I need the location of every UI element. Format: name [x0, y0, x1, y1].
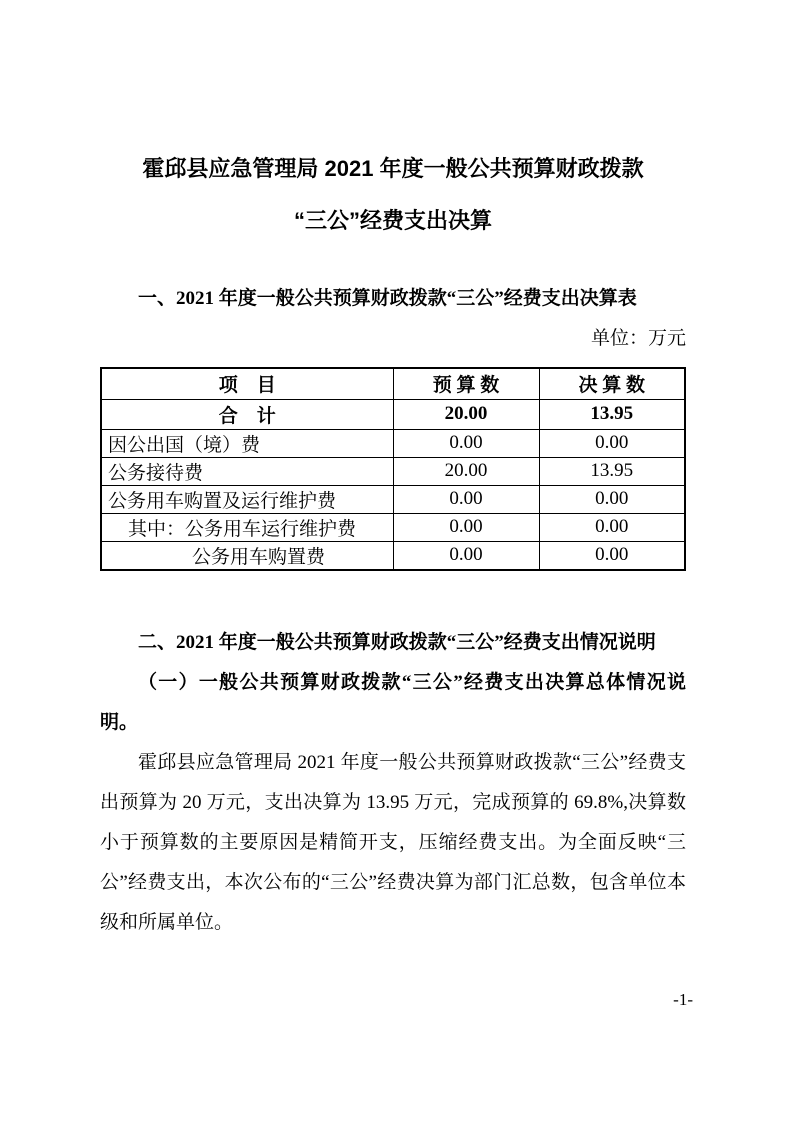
col-header-item: 项 目	[101, 368, 393, 399]
row-final: 0.00	[539, 541, 685, 570]
table-row	[101, 485, 685, 513]
row-final: 13.95	[539, 457, 685, 485]
title-line-1: 霍邱县应急管理局 2021 年度一般公共预算财政拨款	[142, 156, 644, 181]
table-row	[101, 429, 685, 457]
table-row	[101, 457, 685, 485]
row-final: 0.00	[539, 485, 685, 513]
row-item: 合 计	[101, 399, 393, 429]
row-item: 因公出国（境）费	[101, 429, 393, 457]
table-row	[101, 513, 685, 541]
title-line-2: “三公”经费支出决算	[293, 208, 492, 233]
unit-label: 单位：万元	[590, 328, 686, 349]
table-header-row	[101, 368, 685, 399]
row-final: 13.95	[539, 399, 685, 429]
section2-heading: 二、2021 年度一般公共预算财政拨款“三公”经费支出情况说明	[138, 631, 656, 653]
row-budget: 0.00	[393, 541, 539, 570]
row-budget: 20.00	[393, 399, 539, 429]
row-item: 公务接待费	[101, 457, 393, 485]
row-final: 0.00	[539, 513, 685, 541]
row-budget: 20.00	[393, 457, 539, 485]
body-paragraph: 霍邱县应急管理局 2021 年度一般公共预算财政拨款“三公”经费支出预算为 20 万元，支出决算为 13.95 万元，完成预算的 69.8%,决算数小于预算数的主要原因是精简开支，压缩经费支出。为全面反映“三公”经费支出，本次公布的“三公”经费决算为部门汇总数，包含单位本级和所属单位。	[100, 751, 686, 933]
row-budget: 0.00	[393, 429, 539, 457]
page-number: -1-	[673, 990, 693, 1009]
document-title	[100, 143, 686, 247]
row-final: 0.00	[539, 429, 685, 457]
subsection1-heading: （一）一般公共预算财政拨款“三公”经费支出决算总体情况说明。	[100, 671, 686, 733]
col-header-final: 决 算 数	[539, 368, 685, 399]
row-item: 公务用车购置费	[101, 541, 393, 570]
row-item: 公务用车购置及运行维护费	[101, 485, 393, 513]
row-item: 其中：公务用车运行维护费	[101, 513, 393, 541]
expense-table	[100, 367, 686, 571]
section1-heading: 一、2021 年度一般公共预算财政拨款“三公”经费支出决算表	[138, 288, 637, 309]
row-budget: 0.00	[393, 513, 539, 541]
row-budget: 0.00	[393, 485, 539, 513]
col-header-budget: 预 算 数	[393, 368, 539, 399]
table-row-total	[101, 399, 685, 429]
document-content	[100, 0, 686, 943]
table-row	[101, 541, 685, 570]
